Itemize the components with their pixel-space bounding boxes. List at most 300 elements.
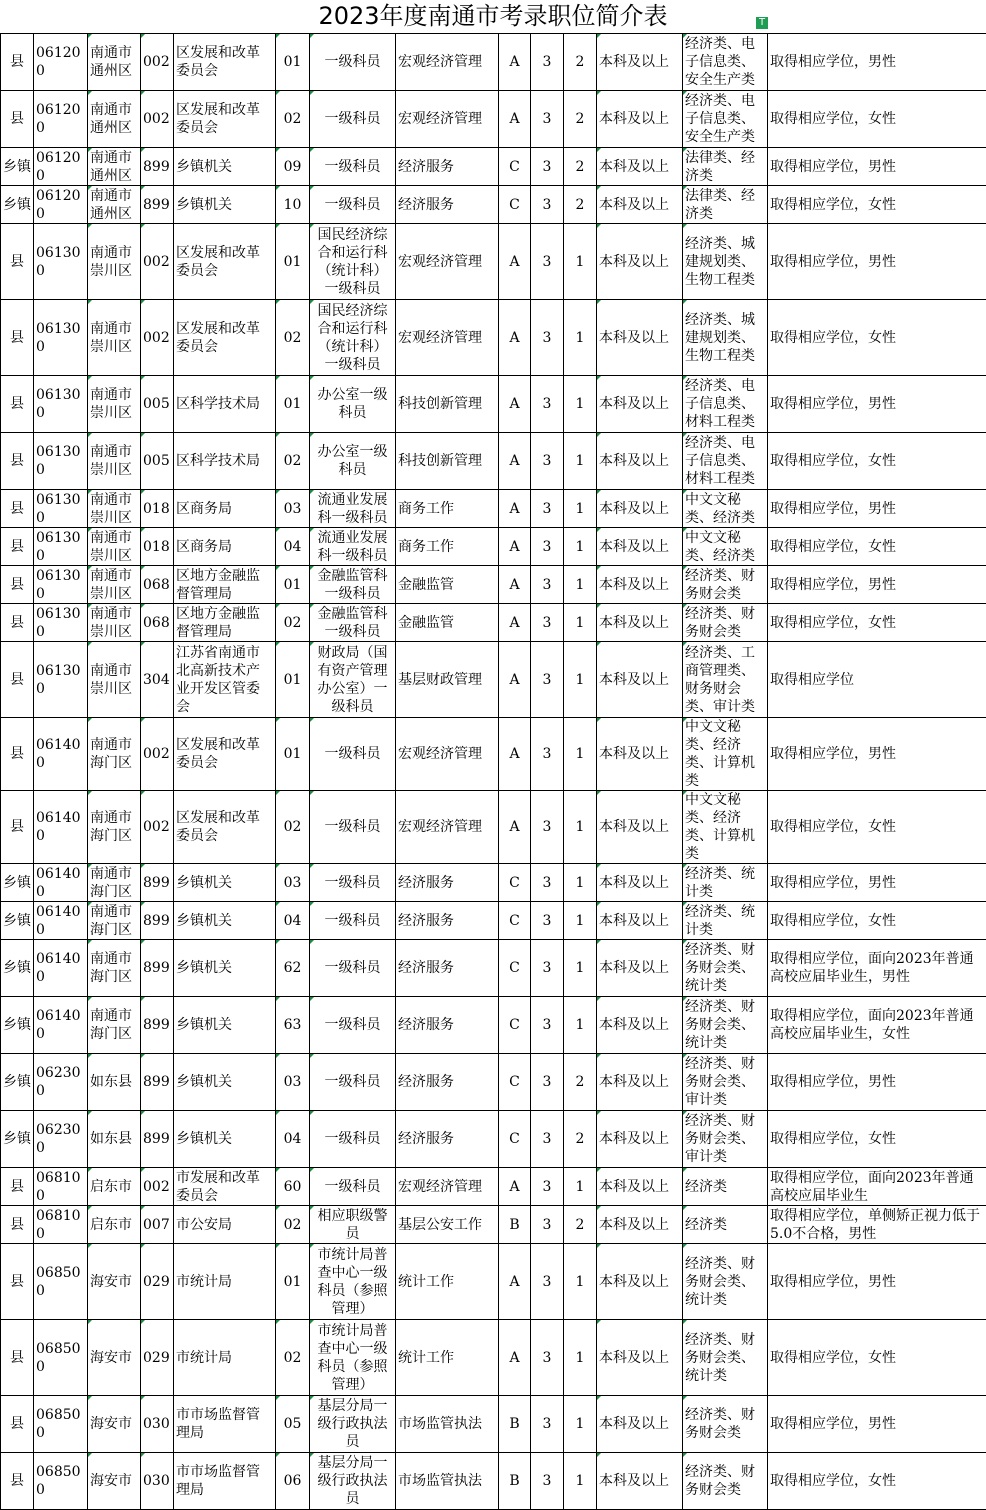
region-code-cell: 068500 [34, 1320, 88, 1396]
dept-name-cell: 区科学技术局 [174, 376, 276, 433]
education-cell: 本科及以上 [597, 376, 683, 433]
ratio-cell: 3 [531, 940, 564, 997]
region-code-cell: 061300 [34, 604, 88, 642]
ratio-cell: 3 [531, 1111, 564, 1168]
dept-code-cell: 002 [141, 718, 174, 791]
dept-name-cell: 乡镇机关 [174, 902, 276, 940]
position-code-cell: 62 [276, 940, 310, 997]
dept-code-cell: 068 [141, 604, 174, 642]
major-cell: 经济类、统计类 [683, 902, 768, 940]
region-name-cell: 南通市崇川区 [88, 566, 141, 604]
table-row [1, 718, 986, 791]
level-cell: 县 [1, 791, 34, 864]
exam-type-cell: B [499, 1396, 531, 1453]
position-code-cell: 01 [276, 642, 310, 718]
dept-code-cell: 002 [141, 791, 174, 864]
quota-cell: 2 [564, 1111, 597, 1168]
region-name-cell: 南通市崇川区 [88, 300, 141, 376]
dept-name-cell: 市市场监督管理局 [174, 1396, 276, 1453]
region-code-cell: 061300 [34, 642, 88, 718]
dept-code-cell: 899 [141, 997, 174, 1054]
major-cell: 经济类、城建规划类、生物工程类 [683, 224, 768, 300]
table-row [1, 1168, 986, 1206]
education-cell: 本科及以上 [597, 902, 683, 940]
quota-cell: 2 [564, 186, 597, 224]
region-name-cell: 南通市崇川区 [88, 490, 141, 528]
exam-type-cell: A [499, 1320, 531, 1396]
level-cell: 乡镇 [1, 1054, 34, 1111]
job-type-cell: 金融监管 [396, 604, 499, 642]
quota-cell: 1 [564, 940, 597, 997]
dept-code-cell: 002 [141, 300, 174, 376]
region-code-cell: 068100 [34, 1206, 88, 1244]
position-name-cell: 基层分局一级行政执法员 [310, 1453, 396, 1510]
region-name-cell: 南通市海门区 [88, 940, 141, 997]
ratio-cell: 3 [531, 1168, 564, 1206]
level-cell: 县 [1, 604, 34, 642]
major-cell: 法律类、经济类 [683, 186, 768, 224]
requirement-cell: 取得相应学位，面向2023年普通高校应届毕业生，男性 [768, 940, 986, 997]
job-type-cell: 金融监管 [396, 566, 499, 604]
major-cell: 经济类、城建规划类、生物工程类 [683, 300, 768, 376]
region-name-cell: 南通市海门区 [88, 791, 141, 864]
requirement-cell: 取得相应学位，女性 [768, 1453, 986, 1510]
major-cell: 经济类、财务财会类、审计类 [683, 1111, 768, 1168]
ratio-cell: 3 [531, 1244, 564, 1320]
region-name-cell: 南通市崇川区 [88, 224, 141, 300]
requirement-cell: 取得相应学位，男性 [768, 376, 986, 433]
ratio-cell: 3 [531, 148, 564, 186]
major-cell: 中文文秘类、经济类 [683, 528, 768, 566]
table-row [1, 148, 986, 186]
major-cell: 中文文秘类、经济类、计算机类 [683, 791, 768, 864]
level-cell: 乡镇 [1, 148, 34, 186]
education-cell: 本科及以上 [597, 940, 683, 997]
ratio-cell: 3 [531, 34, 564, 91]
position-code-cell: 02 [276, 300, 310, 376]
exam-type-cell: A [499, 604, 531, 642]
quota-cell: 2 [564, 1206, 597, 1244]
exam-type-cell: A [499, 791, 531, 864]
dept-name-cell: 区发展和改革委员会 [174, 91, 276, 148]
major-cell: 经济类、电子信息类、材料工程类 [683, 433, 768, 490]
education-cell: 本科及以上 [597, 148, 683, 186]
education-cell: 本科及以上 [597, 528, 683, 566]
dept-name-cell: 乡镇机关 [174, 864, 276, 902]
requirement-cell: 取得相应学位，女性 [768, 1111, 986, 1168]
requirement-cell: 取得相应学位，女性 [768, 300, 986, 376]
education-cell: 本科及以上 [597, 1054, 683, 1111]
dept-code-cell: 899 [141, 902, 174, 940]
exam-type-cell: A [499, 34, 531, 91]
region-code-cell: 061400 [34, 902, 88, 940]
job-type-cell: 经济服务 [396, 1054, 499, 1111]
region-code-cell: 061400 [34, 718, 88, 791]
level-cell: 乡镇 [1, 902, 34, 940]
position-name-cell: 一级科员 [310, 1168, 396, 1206]
ratio-cell: 3 [531, 1320, 564, 1396]
position-name-cell: 一级科员 [310, 34, 396, 91]
major-cell: 经济类 [683, 1206, 768, 1244]
positions-table [0, 33, 986, 1510]
major-cell: 法律类、经济类 [683, 148, 768, 186]
quota-cell: 2 [564, 34, 597, 91]
position-code-cell: 02 [276, 791, 310, 864]
level-cell: 县 [1, 300, 34, 376]
level-cell: 县 [1, 718, 34, 791]
major-cell: 经济类、财务财会类、审计类 [683, 1054, 768, 1111]
level-cell: 县 [1, 642, 34, 718]
table-row [1, 791, 986, 864]
dept-name-cell: 市公安局 [174, 1206, 276, 1244]
dept-name-cell: 市发展和改革委员会 [174, 1168, 276, 1206]
level-cell: 乡镇 [1, 864, 34, 902]
position-code-cell: 10 [276, 186, 310, 224]
table-row [1, 528, 986, 566]
table-row [1, 1244, 986, 1320]
ratio-cell: 3 [531, 902, 564, 940]
requirement-cell: 取得相应学位，女性 [768, 1320, 986, 1396]
position-code-cell: 04 [276, 902, 310, 940]
ratio-cell: 3 [531, 224, 564, 300]
position-name-cell: 流通业发展科一级科员 [310, 490, 396, 528]
dept-code-cell: 005 [141, 376, 174, 433]
region-name-cell: 南通市崇川区 [88, 528, 141, 566]
exam-type-cell: C [499, 148, 531, 186]
region-name-cell: 南通市海门区 [88, 864, 141, 902]
job-type-cell: 宏观经济管理 [396, 1168, 499, 1206]
position-code-cell: 01 [276, 1244, 310, 1320]
job-type-cell: 商务工作 [396, 528, 499, 566]
region-code-cell: 061200 [34, 91, 88, 148]
education-cell: 本科及以上 [597, 997, 683, 1054]
region-code-cell: 061300 [34, 300, 88, 376]
exam-type-cell: A [499, 224, 531, 300]
quota-cell: 2 [564, 91, 597, 148]
education-cell: 本科及以上 [597, 34, 683, 91]
region-code-cell: 068500 [34, 1396, 88, 1453]
level-cell: 县 [1, 34, 34, 91]
region-code-cell: 061300 [34, 433, 88, 490]
exam-type-cell: B [499, 1206, 531, 1244]
region-code-cell: 061300 [34, 376, 88, 433]
position-name-cell: 一级科员 [310, 1054, 396, 1111]
quota-cell: 1 [564, 642, 597, 718]
job-type-cell: 宏观经济管理 [396, 300, 499, 376]
level-cell: 县 [1, 490, 34, 528]
major-cell: 中文文秘类、经济类、计算机类 [683, 718, 768, 791]
major-cell: 经济类、电子信息类、安全生产类 [683, 34, 768, 91]
exam-type-cell: A [499, 376, 531, 433]
job-type-cell: 市场监管执法 [396, 1396, 499, 1453]
requirement-cell: 取得相应学位，女性 [768, 791, 986, 864]
table-title-bar [0, 0, 986, 33]
region-code-cell: 062300 [34, 1111, 88, 1168]
position-name-cell: 基层分局一级行政执法员 [310, 1396, 396, 1453]
ratio-cell: 3 [531, 791, 564, 864]
position-code-cell: 01 [276, 224, 310, 300]
quota-cell: 1 [564, 1396, 597, 1453]
quota-cell: 1 [564, 864, 597, 902]
major-cell: 经济类、电子信息类、安全生产类 [683, 91, 768, 148]
position-name-cell: 一级科员 [310, 864, 396, 902]
level-cell: 县 [1, 1396, 34, 1453]
job-type-cell: 经济服务 [396, 997, 499, 1054]
dept-code-cell: 899 [141, 1054, 174, 1111]
major-cell: 经济类、财务财会类 [683, 566, 768, 604]
region-name-cell: 海安市 [88, 1396, 141, 1453]
quota-cell: 1 [564, 1320, 597, 1396]
ratio-cell: 3 [531, 433, 564, 490]
job-type-cell: 宏观经济管理 [396, 718, 499, 791]
region-name-cell: 南通市通州区 [88, 186, 141, 224]
table-row [1, 1396, 986, 1453]
region-code-cell: 068500 [34, 1453, 88, 1510]
position-code-cell: 02 [276, 433, 310, 490]
level-cell: 县 [1, 433, 34, 490]
quota-cell: 1 [564, 490, 597, 528]
exam-type-cell: A [499, 433, 531, 490]
job-type-cell: 经济服务 [396, 1111, 499, 1168]
dept-code-cell: 029 [141, 1244, 174, 1320]
exam-type-cell: C [499, 1111, 531, 1168]
exam-type-cell: C [499, 902, 531, 940]
ratio-cell: 3 [531, 300, 564, 376]
quota-cell: 1 [564, 224, 597, 300]
exam-type-cell: A [499, 490, 531, 528]
dept-name-cell: 乡镇机关 [174, 186, 276, 224]
region-code-cell: 061300 [34, 566, 88, 604]
level-cell: 县 [1, 1244, 34, 1320]
job-type-cell: 市场监管执法 [396, 1453, 499, 1510]
position-name-cell: 一级科员 [310, 791, 396, 864]
position-code-cell: 02 [276, 604, 310, 642]
region-code-cell: 061200 [34, 148, 88, 186]
exam-type-cell: C [499, 864, 531, 902]
position-name-cell: 国民经济综合和运行科（统计科）一级科员 [310, 224, 396, 300]
requirement-cell: 取得相应学位，男性 [768, 490, 986, 528]
quota-cell: 1 [564, 902, 597, 940]
region-name-cell: 南通市崇川区 [88, 433, 141, 490]
ratio-cell: 3 [531, 566, 564, 604]
dept-code-cell: 030 [141, 1453, 174, 1510]
dept-name-cell: 乡镇机关 [174, 1054, 276, 1111]
dept-name-cell: 区地方金融监督管理局 [174, 566, 276, 604]
position-code-cell: 06 [276, 1453, 310, 1510]
education-cell: 本科及以上 [597, 864, 683, 902]
region-name-cell: 南通市通州区 [88, 91, 141, 148]
region-code-cell: 061400 [34, 997, 88, 1054]
region-code-cell: 061400 [34, 864, 88, 902]
exam-type-cell: A [499, 642, 531, 718]
table-row [1, 604, 986, 642]
table-row [1, 1206, 986, 1244]
table-row [1, 376, 986, 433]
level-cell: 县 [1, 224, 34, 300]
region-code-cell: 068500 [34, 1244, 88, 1320]
region-name-cell: 南通市海门区 [88, 718, 141, 791]
requirement-cell: 取得相应学位，男性 [768, 34, 986, 91]
region-name-cell: 启东市 [88, 1168, 141, 1206]
dept-name-cell: 江苏省南通市北高新技术产业开发区管委会 [174, 642, 276, 718]
table-row [1, 1320, 986, 1396]
job-type-cell: 宏观经济管理 [396, 791, 499, 864]
region-code-cell: 061300 [34, 224, 88, 300]
position-code-cell: 02 [276, 1320, 310, 1396]
position-name-cell: 相应职级警员 [310, 1206, 396, 1244]
exam-type-cell: A [499, 718, 531, 791]
dept-code-cell: 007 [141, 1206, 174, 1244]
position-code-cell: 01 [276, 34, 310, 91]
position-code-cell: 04 [276, 528, 310, 566]
requirement-cell: 取得相应学位，女性 [768, 902, 986, 940]
exam-type-cell: C [499, 940, 531, 997]
job-type-cell: 基层公安工作 [396, 1206, 499, 1244]
requirement-cell: 取得相应学位，男性 [768, 566, 986, 604]
table-row [1, 91, 986, 148]
dept-name-cell: 区发展和改革委员会 [174, 34, 276, 91]
dept-code-cell: 018 [141, 528, 174, 566]
dept-name-cell: 乡镇机关 [174, 997, 276, 1054]
position-name-cell: 一级科员 [310, 902, 396, 940]
major-cell: 经济类、财务财会类、统计类 [683, 1320, 768, 1396]
dept-name-cell: 乡镇机关 [174, 1111, 276, 1168]
ratio-cell: 3 [531, 997, 564, 1054]
dept-code-cell: 018 [141, 490, 174, 528]
region-code-cell: 061300 [34, 528, 88, 566]
position-code-cell: 02 [276, 1206, 310, 1244]
table-row [1, 224, 986, 300]
job-type-cell: 经济服务 [396, 148, 499, 186]
quota-cell: 1 [564, 997, 597, 1054]
ratio-cell: 3 [531, 864, 564, 902]
position-name-cell: 国民经济综合和运行科（统计科）一级科员 [310, 300, 396, 376]
exam-type-cell: B [499, 1453, 531, 1510]
education-cell: 本科及以上 [597, 1168, 683, 1206]
ratio-cell: 3 [531, 186, 564, 224]
dept-code-cell: 304 [141, 642, 174, 718]
level-cell: 乡镇 [1, 997, 34, 1054]
major-cell: 经济类、财务财会类、统计类 [683, 1244, 768, 1320]
ratio-cell: 3 [531, 1453, 564, 1510]
table-row [1, 566, 986, 604]
major-cell: 经济类、统计类 [683, 864, 768, 902]
region-name-cell: 南通市通州区 [88, 34, 141, 91]
level-cell: 县 [1, 1320, 34, 1396]
quota-cell: 1 [564, 376, 597, 433]
quota-cell: 1 [564, 1168, 597, 1206]
job-type-cell: 经济服务 [396, 940, 499, 997]
position-code-cell: 01 [276, 718, 310, 791]
requirement-cell: 取得相应学位，面向2023年普通高校应届毕业生，女性 [768, 997, 986, 1054]
level-cell: 乡镇 [1, 940, 34, 997]
table-row [1, 902, 986, 940]
position-name-cell: 流通业发展科一级科员 [310, 528, 396, 566]
position-code-cell: 01 [276, 376, 310, 433]
position-code-cell: 01 [276, 566, 310, 604]
position-name-cell: 一级科员 [310, 1111, 396, 1168]
ratio-cell: 3 [531, 718, 564, 791]
ratio-cell: 3 [531, 376, 564, 433]
quota-cell: 1 [564, 718, 597, 791]
dept-name-cell: 区地方金融监督管理局 [174, 604, 276, 642]
level-cell: 县 [1, 91, 34, 148]
job-type-cell: 统计工作 [396, 1320, 499, 1396]
position-name-cell: 一级科员 [310, 148, 396, 186]
ratio-cell: 3 [531, 642, 564, 718]
job-type-cell: 科技创新管理 [396, 433, 499, 490]
level-cell: 县 [1, 376, 34, 433]
position-name-cell: 一级科员 [310, 91, 396, 148]
requirement-cell: 取得相应学位，女性 [768, 433, 986, 490]
quota-cell: 1 [564, 300, 597, 376]
dept-code-cell: 002 [141, 1168, 174, 1206]
region-name-cell: 海安市 [88, 1244, 141, 1320]
major-cell: 经济类、财务财会类 [683, 1396, 768, 1453]
education-cell: 本科及以上 [597, 1244, 683, 1320]
quota-cell: 1 [564, 566, 597, 604]
education-cell: 本科及以上 [597, 1320, 683, 1396]
education-cell: 本科及以上 [597, 1206, 683, 1244]
dept-code-cell: 899 [141, 940, 174, 997]
position-name-cell: 市统计局普查中心一级科员（参照管理） [310, 1244, 396, 1320]
dept-name-cell: 乡镇机关 [174, 148, 276, 186]
region-name-cell: 南通市通州区 [88, 148, 141, 186]
quota-cell: 1 [564, 791, 597, 864]
ratio-cell: 3 [531, 1206, 564, 1244]
education-cell: 本科及以上 [597, 566, 683, 604]
position-code-cell: 09 [276, 148, 310, 186]
dept-code-cell: 899 [141, 148, 174, 186]
position-code-cell: 02 [276, 91, 310, 148]
level-cell: 县 [1, 1206, 34, 1244]
major-cell: 经济类、财务财会类、统计类 [683, 997, 768, 1054]
requirement-cell: 取得相应学位，女性 [768, 186, 986, 224]
exam-type-cell: C [499, 186, 531, 224]
position-code-cell: 03 [276, 864, 310, 902]
job-type-cell: 宏观经济管理 [396, 91, 499, 148]
region-code-cell: 061400 [34, 940, 88, 997]
education-cell: 本科及以上 [597, 642, 683, 718]
level-cell: 乡镇 [1, 186, 34, 224]
table-row [1, 1054, 986, 1111]
ratio-cell: 3 [531, 528, 564, 566]
requirement-cell: 取得相应学位，女性 [768, 604, 986, 642]
education-cell: 本科及以上 [597, 1396, 683, 1453]
major-cell: 经济类、财务财会类 [683, 1453, 768, 1510]
table-row [1, 642, 986, 718]
job-type-cell: 商务工作 [396, 490, 499, 528]
position-name-cell: 一级科员 [310, 186, 396, 224]
page-title: 2023年度南通市考录职位简介表 [318, 2, 667, 30]
education-cell: 本科及以上 [597, 1111, 683, 1168]
requirement-cell: 取得相应学位，男性 [768, 1244, 986, 1320]
level-cell: 乡镇 [1, 1111, 34, 1168]
level-cell: 县 [1, 566, 34, 604]
filter-tag-icon[interactable]: T [756, 17, 768, 29]
level-cell: 县 [1, 1453, 34, 1510]
dept-name-cell: 乡镇机关 [174, 940, 276, 997]
table-row [1, 997, 986, 1054]
quota-cell: 1 [564, 433, 597, 490]
requirement-cell: 取得相应学位，男性 [768, 224, 986, 300]
job-type-cell: 科技创新管理 [396, 376, 499, 433]
region-code-cell: 068100 [34, 1168, 88, 1206]
region-name-cell: 南通市崇川区 [88, 642, 141, 718]
dept-name-cell: 市统计局 [174, 1244, 276, 1320]
dept-code-cell: 899 [141, 864, 174, 902]
education-cell: 本科及以上 [597, 718, 683, 791]
